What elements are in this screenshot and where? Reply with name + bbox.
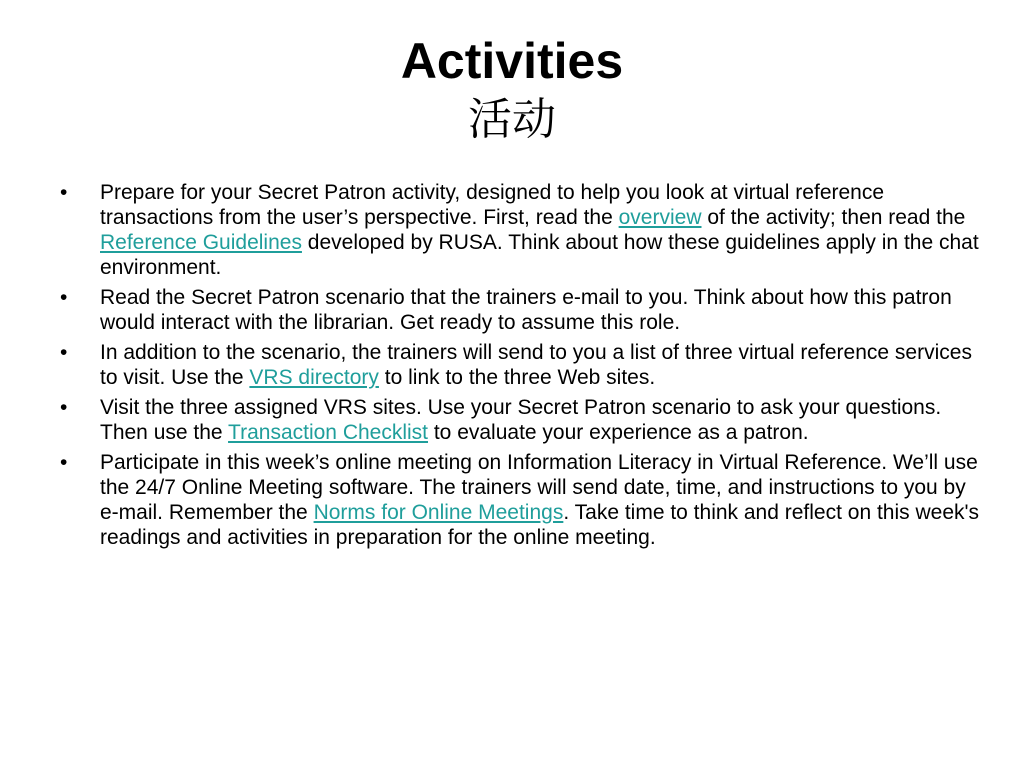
slide-title: Activities: [400, 33, 624, 89]
bullet-text: Visit the three assigned VRS sites. Use your Secret Patron scenario to ask your questions. Then use the: [100, 396, 942, 444]
bullet-text: In addition to the scenario, the trainers will send to you a list of three virtual reference services to visit. Use the: [100, 341, 972, 389]
bullet-glyph: •: [60, 451, 68, 474]
link-transaction-checklist[interactable]: Transaction Checklist: [228, 421, 429, 444]
bullet-glyph: •: [60, 286, 68, 309]
bullet-item: [60, 450, 980, 550]
bullet-glyph: •: [60, 181, 68, 204]
bullet-text: Prepare for your Secret Patron activity, designed to help you look at virtual reference transactions from the user’s perspective. First, read the: [100, 181, 885, 229]
bullet-item: [60, 285, 980, 335]
bullet-text: . Take time to think and reflect on this week's readings and activities in preparation for the online meeting.: [100, 501, 980, 549]
bullet-list: [60, 180, 980, 555]
bullet-item: [60, 180, 980, 280]
title-block: [0, 30, 1024, 148]
bullet-glyph: •: [60, 396, 68, 419]
link-overview[interactable]: overview: [618, 206, 702, 229]
bullet-text: of the activity; then read the: [701, 206, 966, 229]
bullet-text: Read the Secret Patron scenario that the trainers e-mail to you. Think about how this patron would interact with the librarian. Get ready to assume this role.: [100, 286, 952, 334]
bullet-text: Participate in this week’s online meeting on Information Literacy in Virtual Reference. We’ll use the 24/7 Online Meeting software. The trainers will send date, time, and instructions to you by e-mail. Remember the: [100, 451, 978, 524]
bullet-text: to link to the three Web sites.: [378, 366, 656, 389]
link-norms-for-online-meetings[interactable]: Norms for Online Meetings: [313, 501, 564, 524]
slide-subtitle: 活动: [468, 94, 556, 145]
link-reference-guidelines[interactable]: Reference Guidelines: [100, 231, 302, 254]
bullet-item: [60, 340, 980, 390]
bullet-text: developed by RUSA. Think about how these guidelines apply in the chat environment.: [100, 231, 979, 279]
bullet-text: to evaluate your experience as a patron.: [428, 421, 809, 444]
bullet-item: [60, 395, 980, 445]
bullet-glyph: •: [60, 341, 68, 364]
link-vrs-directory[interactable]: VRS directory: [249, 366, 379, 389]
